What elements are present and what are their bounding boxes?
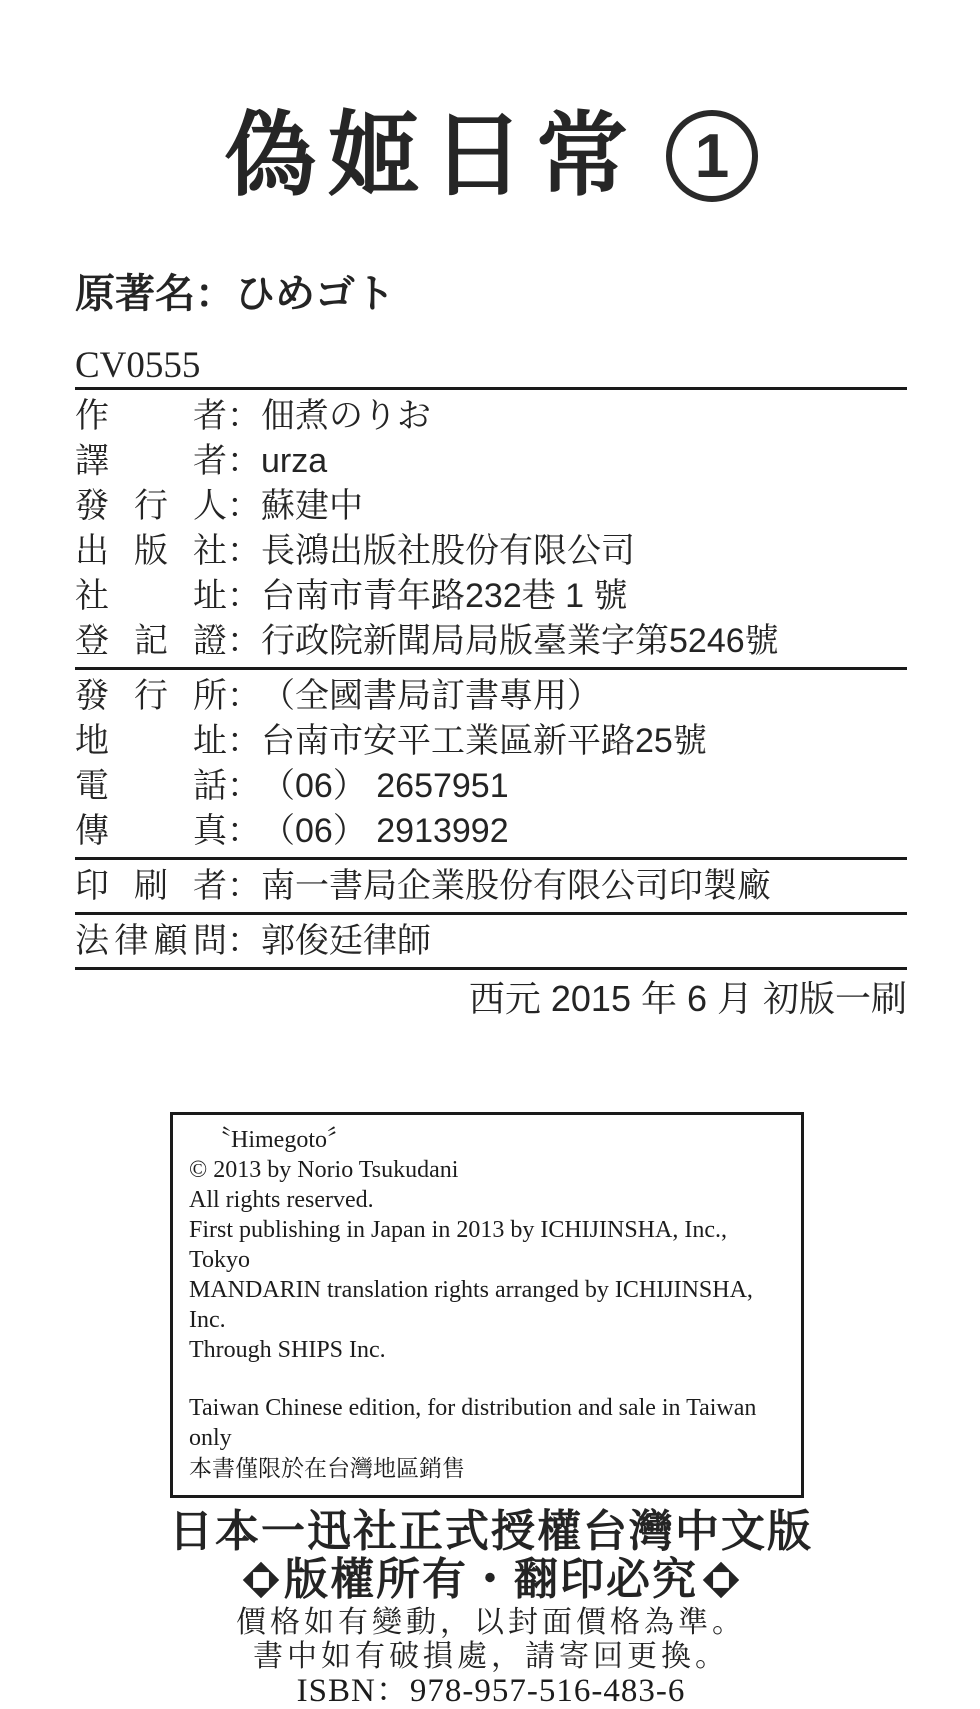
row-label: 電話 bbox=[75, 767, 227, 805]
colophon-row-translator bbox=[75, 439, 907, 484]
row-label: 發行人 bbox=[75, 487, 227, 525]
row-label: 出版社 bbox=[75, 532, 227, 570]
diamond-icon bbox=[242, 1561, 280, 1599]
row-colon: ： bbox=[227, 532, 261, 570]
row-value: 佃煮のりお bbox=[261, 397, 431, 435]
row-value: 台南市安平工業區新平路25號 bbox=[261, 722, 707, 760]
row-colon: ： bbox=[227, 442, 261, 480]
row-value: urza bbox=[261, 442, 328, 480]
colophon-rows-group-printer bbox=[75, 860, 907, 915]
colophon-rows-group-a bbox=[75, 390, 907, 670]
row-colon: ： bbox=[227, 922, 261, 960]
original-title-value: ひめゴト bbox=[235, 272, 395, 316]
license-line-title: 〝Himegoto〞 bbox=[207, 1127, 351, 1153]
colophon-row-publisher-person bbox=[75, 484, 907, 529]
colophon-rows-group-b bbox=[75, 670, 907, 860]
license-line-taiwan-only-cjk: 本書僅限於在台灣地區銷售 bbox=[189, 1455, 465, 1481]
license-line-mandarin-rights: MANDARIN translation rights arranged by ICHIJINSHA, Inc. bbox=[189, 1277, 753, 1333]
row-label: 發行所 bbox=[75, 677, 227, 715]
license-line-taiwan-edition: Taiwan Chinese edition, for distribution and sale in Taiwan only bbox=[189, 1395, 757, 1451]
row-label: 登記證 bbox=[75, 622, 227, 660]
license-line-copyright: © 2013 by Norio Tsukudani bbox=[189, 1157, 459, 1183]
row-label: 傳真 bbox=[75, 812, 227, 850]
book-title-row bbox=[75, 100, 907, 212]
colophon-row-publishing-company bbox=[75, 529, 907, 574]
row-value: 蘇建中 bbox=[261, 487, 363, 525]
row-colon: ： bbox=[227, 487, 261, 525]
colophon-row-phone bbox=[75, 764, 907, 809]
row-value: （06） 2657951 bbox=[261, 767, 509, 805]
row-colon: ： bbox=[227, 722, 261, 760]
license-line-rights: All rights reserved. bbox=[189, 1187, 374, 1213]
row-colon: ： bbox=[227, 812, 261, 850]
volume-number: 1 bbox=[694, 121, 730, 191]
catalog-number-line bbox=[75, 346, 907, 390]
row-colon: ： bbox=[227, 577, 261, 615]
row-colon: ： bbox=[227, 767, 261, 805]
colophon-rows-group-legal bbox=[75, 915, 907, 970]
damage-notice: 書中如有破損處，請寄回更換。 bbox=[253, 1640, 729, 1673]
row-colon: ： bbox=[227, 867, 261, 905]
row-value: 行政院新聞局局版臺業字第5246號 bbox=[261, 622, 779, 660]
isbn-colon: ： bbox=[375, 1673, 410, 1709]
colophon-row-company-address bbox=[75, 574, 907, 619]
isbn-line bbox=[75, 1674, 907, 1709]
row-value: 長鴻出版社股份有限公司 bbox=[261, 532, 635, 570]
isbn-label: ISBN bbox=[296, 1673, 376, 1709]
row-label: 社址 bbox=[75, 577, 227, 615]
book-title: 偽姬日常 bbox=[223, 105, 640, 207]
volume-number-circle-icon bbox=[666, 110, 758, 202]
original-title-colon: ： bbox=[195, 272, 235, 316]
edition-date-line: 西元 2015 年 6 月 初版一刷 bbox=[468, 978, 907, 1019]
price-notice: 價格如有變動，以封面價格為準。 bbox=[236, 1606, 746, 1639]
colophon-row-distributor bbox=[75, 674, 907, 719]
colophon-row-legal-advisor bbox=[75, 919, 907, 964]
row-value: 南一書局企業股份有限公司印製廠 bbox=[261, 867, 771, 905]
row-value: （全國書局訂書專用） bbox=[261, 677, 601, 715]
license-box bbox=[170, 1112, 804, 1498]
rights-text: 版權所有・翻印必究 bbox=[284, 1555, 698, 1604]
row-colon: ： bbox=[227, 622, 261, 660]
row-value: （06） 2913992 bbox=[261, 812, 509, 850]
authorization-line: 日本一迅社正式授權台灣中文版 bbox=[169, 1507, 813, 1556]
row-value: 台南市青年路232巷 1 號 bbox=[261, 577, 628, 615]
license-line-through: Through SHIPS Inc. bbox=[189, 1337, 386, 1363]
rights-line bbox=[75, 1556, 907, 1604]
row-label: 地址 bbox=[75, 722, 227, 760]
colophon-row-printer bbox=[75, 864, 907, 909]
row-label: 作者 bbox=[75, 397, 227, 435]
original-title-label: 原著名 bbox=[75, 272, 195, 316]
row-label: 譯者 bbox=[75, 442, 227, 480]
row-label: 法律顧問 bbox=[75, 922, 227, 960]
original-title-line bbox=[75, 270, 907, 318]
catalog-number: CV0555 bbox=[75, 345, 201, 386]
colophon-row-author bbox=[75, 394, 907, 439]
row-value: 郭俊廷律師 bbox=[261, 922, 431, 960]
colophon-row-address bbox=[75, 719, 907, 764]
license-line-first-publishing: First publishing in Japan in 2013 by ICHIJINSHA, Inc., Tokyo bbox=[189, 1217, 727, 1273]
row-label: 印刷者 bbox=[75, 867, 227, 905]
diamond-icon bbox=[702, 1561, 740, 1599]
row-colon: ： bbox=[227, 397, 261, 435]
colophon-content bbox=[75, 100, 907, 1709]
row-colon: ： bbox=[227, 677, 261, 715]
isbn-value: 978-957-516-483-6 bbox=[409, 1673, 686, 1709]
colophon-row-fax bbox=[75, 809, 907, 854]
colophon-row-registration bbox=[75, 619, 907, 664]
